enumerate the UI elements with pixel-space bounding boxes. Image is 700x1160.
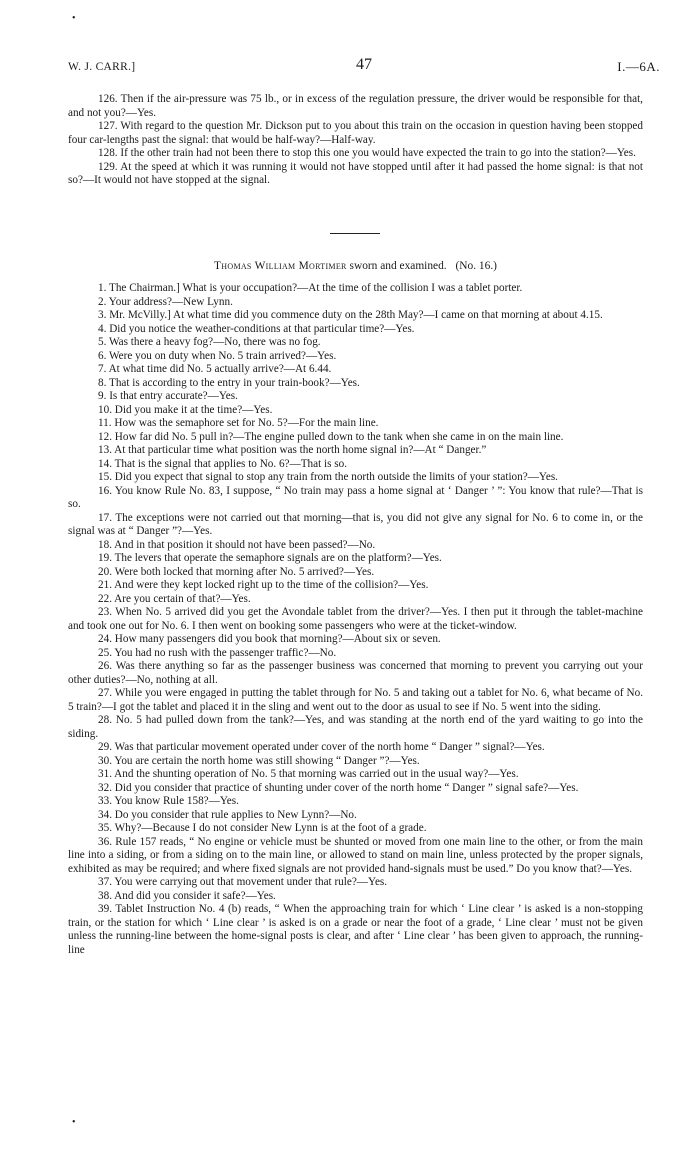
question-paragraph (68, 782, 643, 796)
question-paragraph (68, 822, 643, 836)
question-text: Rule 157 reads, “ No engine or vehicle must be shunted or moved from one main line to the other, or from the main line into a siding, or from a siding on to the main line, or allowed to stand on main line, unless protected by the proper signals, exhibited as may be required; and where fixed signals are not provided hand-signals must be used.” Do you know that?—Yes. (68, 835, 643, 875)
question-paragraph (68, 147, 643, 161)
question-number: 22. (98, 592, 112, 605)
question-text: Do you consider that rule applies to New Lynn?—No. (114, 808, 357, 821)
question-number: 18. (98, 538, 112, 551)
question-paragraph (68, 404, 643, 418)
question-text: Why?—Because I do not consider New Lynn is at the foot of a grade. (114, 822, 427, 834)
question-number: 37. (98, 876, 112, 888)
question-text: Was there anything so far as the passenger business was concerned that morning to prevent you carrying out your other duties?—No, nothing at all. (68, 660, 643, 686)
question-text: And in that position it should not have been passed?—No. (114, 538, 376, 551)
question-paragraph (68, 444, 643, 458)
question-text: Did you expect that signal to stop any train from the north outside the limits of your station?—Yes. (114, 471, 558, 483)
question-number: 39. (98, 903, 112, 915)
question-text: How many passengers did you book that morning?—About six or seven. (114, 633, 441, 645)
question-number: 126. (98, 93, 118, 105)
question-text: Tablet Instruction No. 4 (b) reads, “ When the approaching train for which ‘ Line clear ’ is asked is a non-stopping train, or the station for which ‘ Line clear ’ is asked is on a grade or near the foot of a grade, ‘ Line clear ’ must not be given unless the running-line between the home-signal posts is clear, and after ‘ Line clear ’ has been given to approach, the running-line (68, 903, 643, 956)
question-paragraph (68, 755, 643, 769)
question-text: Is that entry accurate?—Yes. (109, 390, 238, 402)
question-text: You are certain the north home was still showing “ Danger ”?—Yes. (114, 754, 420, 767)
question-paragraph (68, 120, 643, 147)
question-number: 15. (98, 471, 112, 483)
question-number: 1. (98, 282, 107, 294)
question-number: 38. (98, 889, 112, 902)
question-number: 30. (98, 754, 112, 767)
question-paragraph (68, 296, 643, 310)
question-paragraph (68, 471, 643, 485)
question-paragraph (68, 350, 643, 364)
question-text: Mr. McVilly.] At what time did you commence duty on the 28th May?—I came on that morning at about 4.15. (109, 309, 603, 321)
question-number: 8. (98, 376, 107, 389)
question-number: 14. (98, 457, 112, 470)
header-left: W. J. CARR.] (68, 61, 136, 73)
question-paragraph (68, 633, 643, 647)
question-number: 20. (98, 565, 112, 578)
question-text: At that particular time what position was the north home signal in?—At “ Danger.” (114, 444, 487, 456)
question-paragraph (68, 660, 643, 687)
question-text: How was the semaphore set for No. 5?—For the main line. (114, 417, 379, 429)
question-paragraph (68, 309, 643, 323)
question-number: 13. (98, 444, 112, 456)
question-paragraph (68, 768, 643, 782)
question-text: Did you consider that practice of shunting under cover of the north home “ Danger ” signal safe?—Yes. (114, 781, 579, 794)
question-number: 4. (98, 322, 107, 335)
question-number: 16. (98, 484, 112, 497)
question-text: When No. 5 arrived did you get the Avondale tablet from the driver?—Yes. I then put it through the tablet-machine and took one out for No. 6. I then went on booking some passengers who were at the ticket-window. (68, 606, 643, 632)
question-paragraph (68, 458, 643, 472)
question-paragraph (68, 282, 643, 296)
witness-number: (No. 16.) (455, 260, 497, 272)
question-text: And did you consider it safe?—Yes. (114, 889, 276, 902)
question-number: 129. (98, 160, 118, 173)
question-text: Then if the air-pressure was 75 lb., or in excess of the regulation pressure, the driver would be responsible for that, and not you?—Yes. (68, 93, 643, 119)
question-number: 10. (98, 403, 112, 416)
question-number: 34. (98, 808, 112, 821)
question-text: If the other train had not been there to stop this one you would have expected the train to go into the station?—Yes. (120, 147, 636, 159)
section-divider (330, 233, 380, 234)
question-paragraph (68, 539, 643, 553)
examination-paragraphs (68, 282, 643, 957)
question-number: 33. (98, 795, 112, 807)
question-text: That is according to the entry in your train-book?—Yes. (109, 376, 360, 389)
question-text: That is the signal that applies to No. 6?—That is so. (114, 457, 348, 470)
question-text: You know Rule 158?—Yes. (114, 795, 239, 807)
question-number: 21. (98, 579, 112, 591)
question-paragraph (68, 512, 643, 539)
question-paragraph (68, 323, 643, 337)
question-paragraph (68, 795, 643, 809)
question-paragraph (68, 903, 643, 957)
witness-status: sworn and examined. (349, 260, 447, 272)
witness-heading (68, 259, 643, 273)
question-paragraph (68, 809, 643, 823)
question-number: 9. (98, 390, 107, 402)
question-text: How far did No. 5 pull in?—The engine pulled down to the tank when she came in on the main line. (114, 430, 564, 443)
question-number: 32. (98, 781, 112, 794)
question-text: With regard to the question Mr. Dickson put to you about this train on the occasion in question having been stopped four car-lengths past the signal: that would be half-way?—Half-way. (68, 120, 643, 146)
question-number: 17. (98, 511, 112, 524)
question-number: 24. (98, 633, 112, 645)
question-paragraph (68, 836, 643, 877)
question-number: 2. (98, 295, 107, 308)
question-number: 23. (98, 606, 112, 618)
question-paragraph (68, 714, 643, 741)
question-text: The exceptions were not carried out that morning—that is, you did not give any signal for No. 6 to come in, or the signal was at “ Danger ”?—Yes. (68, 511, 643, 537)
question-text: The levers that operate the semaphore signals are on the platform?—Yes. (114, 552, 442, 564)
question-number: 25. (98, 646, 112, 659)
question-paragraph (68, 876, 643, 890)
page-header (68, 56, 660, 78)
question-paragraph (68, 741, 643, 755)
question-number: 27. (98, 687, 112, 699)
question-number: 6. (98, 349, 107, 362)
question-number: 5. (98, 336, 107, 348)
question-paragraph (68, 417, 643, 431)
question-paragraph (68, 606, 643, 633)
question-text: Are you certain of that?—Yes. (114, 592, 251, 605)
question-text: And the shunting operation of No. 5 that morning was carried out in the usual way?—Yes. (114, 768, 519, 780)
question-number: 35. (98, 822, 112, 834)
question-number: 29. (98, 741, 112, 753)
question-paragraph (68, 579, 643, 593)
question-paragraph (68, 593, 643, 607)
question-paragraph (68, 485, 643, 512)
question-paragraph (68, 647, 643, 661)
question-paragraph (68, 431, 643, 445)
question-number: 36. (98, 835, 112, 848)
question-text: Did you notice the weather-conditions at that particular time?—Yes. (109, 322, 415, 335)
question-text: Were you on duty when No. 5 train arrived?—Yes. (109, 349, 337, 362)
question-text: You were carrying out that movement under that rule?—Yes. (114, 876, 388, 888)
question-text: Was there a heavy fog?—No, there was no fog. (109, 336, 321, 348)
question-text: No. 5 had pulled down from the tank?—Yes, and was standing at the north end of the yard waiting to go into the siding. (68, 714, 643, 740)
question-text: Your address?—New Lynn. (108, 295, 233, 308)
question-text: And were they kept locked right up to the time of the collision?—Yes. (114, 579, 429, 591)
question-text: Was that particular movement operated under cover of the north home “ Danger ” signal?—Yes. (114, 741, 545, 753)
top-paragraphs (68, 93, 643, 188)
question-text: You know Rule No. 83, I suppose, “ No train may pass a home signal at ‘ Danger ’ ”: You know that rule?—That is so. (68, 484, 643, 510)
question-number: 128. (98, 147, 118, 159)
question-paragraph (68, 687, 643, 714)
question-paragraph (68, 363, 643, 377)
question-paragraph (68, 377, 643, 391)
question-text: At what time did No. 5 actually arrive?—At 6.44. (108, 363, 332, 375)
question-number: 19. (98, 552, 112, 564)
question-number: 26. (98, 660, 112, 672)
question-text: At the speed at which it was running it would not have stopped until after it had passed the home signal: is that not so?—It would not have stopped at the signal. (68, 160, 643, 186)
page-number: 47 (356, 56, 372, 73)
question-number: 12. (98, 430, 112, 443)
question-text: Were both locked that morning after No. 5 arrived?—Yes. (114, 565, 375, 578)
page-dot-mark: • (72, 13, 76, 24)
question-paragraph (68, 890, 643, 904)
question-number: 127. (98, 120, 118, 132)
question-number: 3. (98, 309, 107, 321)
question-paragraph (68, 161, 643, 188)
witness-name: Thomas William Mortimer (214, 260, 347, 272)
question-number: 11. (98, 417, 112, 429)
question-text: You had no rush with the passenger traffic?—No. (114, 646, 337, 659)
question-number: 31. (98, 768, 112, 780)
question-text: Did you make it at the time?—Yes. (114, 403, 273, 416)
question-paragraph (68, 566, 643, 580)
question-paragraph (68, 93, 643, 120)
question-text: While you were engaged in putting the tablet through for No. 5 and taking out a tablet for No. 6, what became of No. 5 train?—I got the tablet and placed it in the sling and went out to the door as usual to see if No. 5 went into the siding. (68, 687, 643, 713)
question-paragraph (68, 552, 643, 566)
question-text: The Chairman.] What is your occupation?—At the time of the collision I was a tablet porter. (109, 282, 523, 294)
header-right: I.—6A. (617, 59, 660, 74)
question-paragraph (68, 390, 643, 404)
question-number: 7. (98, 363, 107, 375)
question-number: 28. (98, 714, 112, 726)
question-paragraph (68, 336, 643, 350)
page-dot-mark-bottom: • (72, 1117, 76, 1128)
